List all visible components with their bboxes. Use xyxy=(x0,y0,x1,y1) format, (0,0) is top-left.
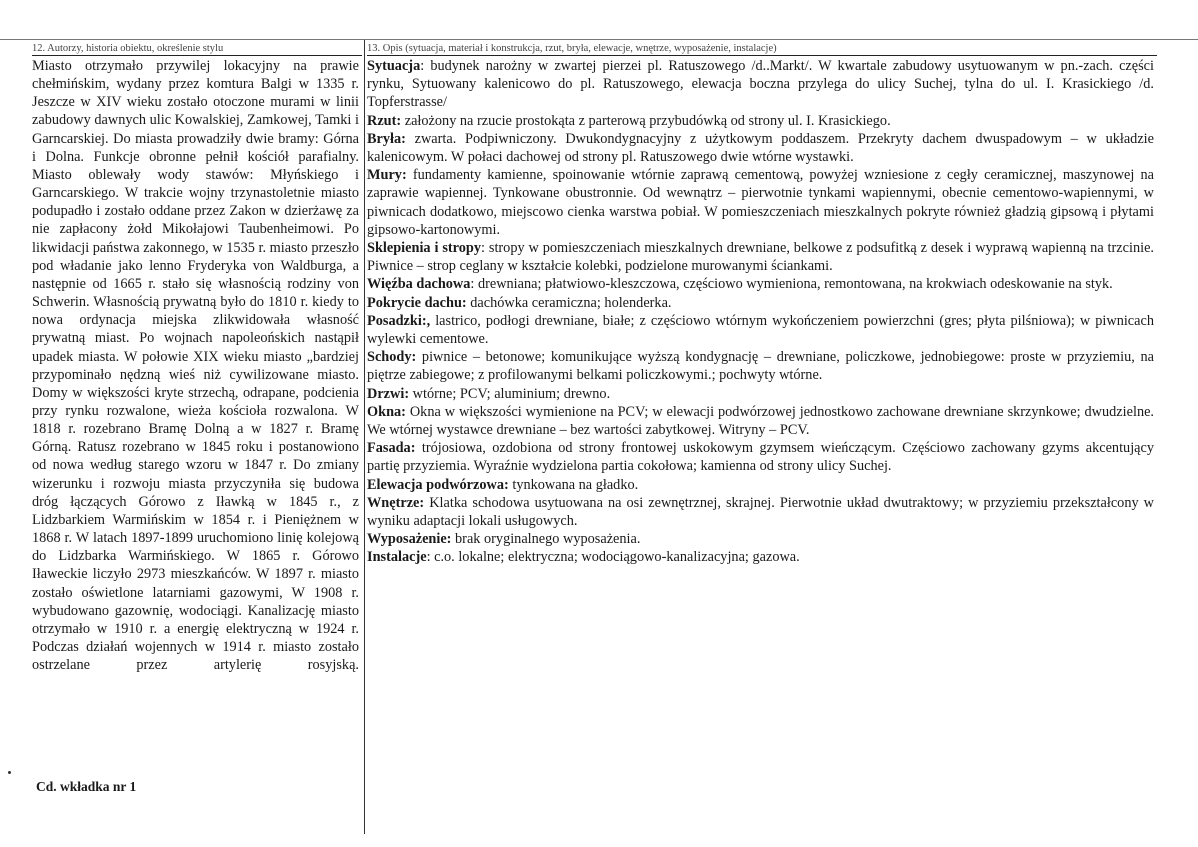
column-divider xyxy=(364,40,365,834)
description-item xyxy=(367,112,1154,130)
item-text: budynek narożny w zwartej pierzei pl. Ratuszowego /d..Markt/. W kwartale zabudowy usytuowanym w pn.-zach. części rynku, Sytuowany kalenicowo do pl. Ratuszowego, elewacja boczna przylega do ulicy Suchej, tylna do ul. I. Krasickiego /d. Topferstrasse/ xyxy=(367,58,1154,111)
item-text: trójosiowa, ozdobiona od strony frontowej uskokowym gzymsem wieńczącym. Częściowo zachowany gzyms akcentujący partię przyziemia. Wyraźnie wydzielona partia cokołowa; kamienna od strony ulicy Suchej. xyxy=(367,440,1155,475)
description-item: Sklepienia i stropy: stropy w pomieszczeniach mieszkalnych drewniane, belkowe z podsufitką z desek i wyprawą wapienną na trzcinie. Piwnice – strop ceglany w kształcie kolebki, podzielone murowanymi ściankami. xyxy=(367,240,1154,275)
item-text: fundamenty kamienne, spoinowanie wtórnie zaprawą cementową, powyżej wzniesione z cegły ceramicznej, maszynowej na zaprawie wapiennej. Tynkowane obustronnie. Od wewnątrz – pierwotnie tynkami wapiennymi, obecnie cementowo-wapiennymi, w piwnicach dodatkowo, miejscowo cienka warstwa pobiał. W pomieszczeniach mieszkalnych pokryte również gładzią gipsową i płytami gipsowo-kartonowymi. xyxy=(367,167,1154,238)
item-text: dachówka ceramiczna; holenderka. xyxy=(470,294,672,311)
item-text: tynkowana na gładko. xyxy=(512,476,639,493)
item-text: piwnice – betonowe; komunikujące wyższą kondygnację – drewniane, policzkowe, jednobiegowe: proste w przyziemiu, na piętrze zabiegowe; z profilowanymi belkami policzkowymi.; pochwyty wtórne. xyxy=(367,349,1154,384)
item-text: Okna w większości wymienione na PCV; w elewacji podwórzowej jednostkowo zachowane drewniane skrzynkowe; dwudzielne. We wtórnej wystawce drewniane – bez wartości zabytkowej. Witryny – PCV. xyxy=(367,403,1155,439)
item-text: wtórne; PCV; aluminium; drewno. xyxy=(412,385,611,402)
item-label: Posadzki:, xyxy=(367,312,431,329)
item-label: Fasada: xyxy=(367,440,416,457)
item-text: założony na rzucie prostokąta z parterową przybudówką od strony ul. I. Krasickiego. xyxy=(404,112,891,129)
history-text: Miasto otrzymało przywilej lokacyjny na prawie chełmińskim, wydany przez komtura Balgi w 1335 r. Jeszcze w XIV wieku zostało otoczone murami w linii zabudowy dawnych ulic Kowalskiej, Zamkowej, Tamki i Garncarskiej. Do miasta prowadziły dwie bramy: Górna i Dolna. Funkcje obronne pełnił kościół parafialny. Miasto oblewały wody stawów: Młyńskiego i Garncarskiego. W trakcie wojny trzynastoletnie miasto podupadło i zostało oddane przez Zakon w dzierżawę za nie zapłacony żołd Mikołajowi Taubenheimowi. Po likwidacji państwa zakonnego, w 1535 r. miasto przeszło pod władanie jako lenno Fryderyka von Waldburga, a następnie od 1665 r. stało się własnością rodziny von Schwerin. Własnością prywatną było do 1810 r. kiedy to nowa ordynacja miejska zlikwidowała własność prywatną miast. Po wojnach napoleońskich nastąpił upadek miasta. W połowie XIX wieku miasto „bardziej przypominało nędzną wieś niż cywilizowane miasto. Domy w większości kryte strzechą, odrapane, podcienia przy rynku rozwalone, wieża kościoła rozwalona. W 1818 r. rozebrano Bramę Dolną a w 1827 r. Bramę Górną. Ratusz rozebrano w 1845 roku i postanowiono od nowa według starego wzoru w 1847 r. Do zmiany wizerunku i rozwoju miasta przyczyniła się budowa dróg łączących Górowo z Iławką w 1845 r., z Lidzbarkiem Warmińskim w 1854 r. i Pieniężnem w 1868 r. W latach 1897-1899 uruchomiono linię kolejową do Lidzbarka Warmińskiego. W 1865 r. Górowo Iławeckie liczyło 2973 mieszkańców. W 1897 r. miasto zostało oświetlone latarniami gazowymi, W 1908 r. wybudowano gazownię, wodociągi. Kanalizację miasto otrzymało w 1910 r. a energię elektryczną w 1924 r. Podczas działań wojennych w 1914 r. miasto zostało ostrzelane przez artylerię rosyjską. xyxy=(32,58,359,674)
item-text: Klatka schodowa usytuowana na osi zewnętrznej, skrajnej. Pierwotnie układ dwutraktowy; w przyziemiu przekształcony w wyniku adaptacji lokali usługowych. xyxy=(367,494,1154,530)
description-item: Sytuacja: budynek narożny w zwartej pierzei pl. Ratuszowego /d..Markt/. W kwartale zabudowy usytuowanym w pn.-zach. części rynku, Sytuowany kalenicowo do pl. Ratuszowego, elewacja boczna przylega do ulicy Suchej, tylna do ul. I. Krasickiego /d. Topferstrasse/ xyxy=(367,58,1154,111)
item-text: drewniana; płatwiowo-kleszczowa, częściowo wymieniona, remontowana, na krokwiach odeskowanie na styk. xyxy=(477,276,1113,293)
history-column-header: 12. Autorzy, historia obiektu, określenie stylu xyxy=(32,42,362,56)
item-label: Mury: xyxy=(367,167,407,184)
description-item xyxy=(367,294,1154,312)
item-text: c.o. lokalne; elektryczna; wodociągowo-kanalizacyjna; gazowa. xyxy=(434,549,800,566)
item-label: Więźba dachowa xyxy=(367,276,471,293)
description-item xyxy=(367,494,1154,530)
continuation-note: Cd. wkładka nr 1 xyxy=(36,779,137,794)
item-text: stropy w pomieszczeniach mieszkalnych drewniane, belkowe z podsufitką z desek i wyprawą wapienną na trzcinie. Piwnice – strop ceglany w kształcie kolebki, podzielone murowanymi ściankami. xyxy=(367,240,1154,275)
description-item xyxy=(367,312,1154,348)
item-label: Wyposażenie: xyxy=(367,531,452,548)
item-label: Elewacja podwórzowa: xyxy=(367,476,509,493)
item-label: Wnętrze: xyxy=(367,494,425,511)
top-rule xyxy=(0,39,1198,40)
item-label: Drzwi: xyxy=(367,385,410,402)
description-item: Więźba dachowa: drewniana; płatwiowo-kleszczowa, częściowo wymieniona, remontowana, na krokwiach odeskowanie na styk. xyxy=(367,276,1113,293)
item-text: brak oryginalnego wyposażenia. xyxy=(455,531,641,548)
description-item xyxy=(367,348,1154,384)
item-label: Schody: xyxy=(367,349,417,366)
description-section xyxy=(367,57,1154,567)
description-item: Instalacje: c.o. lokalne; elektryczna; wodociągowo-kanalizacyjna; gazowa. xyxy=(367,549,800,566)
item-text: lastrico, podłogi drewniane, białe; z częściowo wtórnym wykończeniem powierzchni (gres; płyta pilśniowa); w piwnicach wylewki cementowe. xyxy=(367,312,1154,348)
item-label: Sytuacja xyxy=(367,58,421,74)
description-item xyxy=(367,385,1154,403)
description-item xyxy=(367,403,1154,439)
item-label: Rzut: xyxy=(367,112,402,129)
item-label: Instalacje xyxy=(367,549,427,566)
description-item xyxy=(367,439,1154,475)
item-text: zwarta. Podpiwniczony. Dwukondygnacyjny z użytkowym poddaszem. Przekryty dachem dwuspadowym – w układzie kalenicowym. W połaci dachowej od strony pl. Ratuszowego dwie wtórne wystawki. xyxy=(367,130,1154,166)
description-column-header: 13. Opis (sytuacja, materiał i konstrukcja, rzut, bryła, elewacje, wnętrze, wyposażenie, instalacje) xyxy=(367,42,1157,56)
description-item xyxy=(367,130,1154,166)
item-label: Okna: xyxy=(367,403,406,420)
scan-speck xyxy=(8,771,11,774)
item-label: Bryła: xyxy=(367,130,406,147)
description-item xyxy=(367,476,1154,494)
description-item xyxy=(367,530,1154,548)
item-label: Sklepienia i stropy xyxy=(367,240,481,257)
item-label: Pokrycie dachu: xyxy=(367,294,467,311)
description-item xyxy=(367,166,1154,239)
